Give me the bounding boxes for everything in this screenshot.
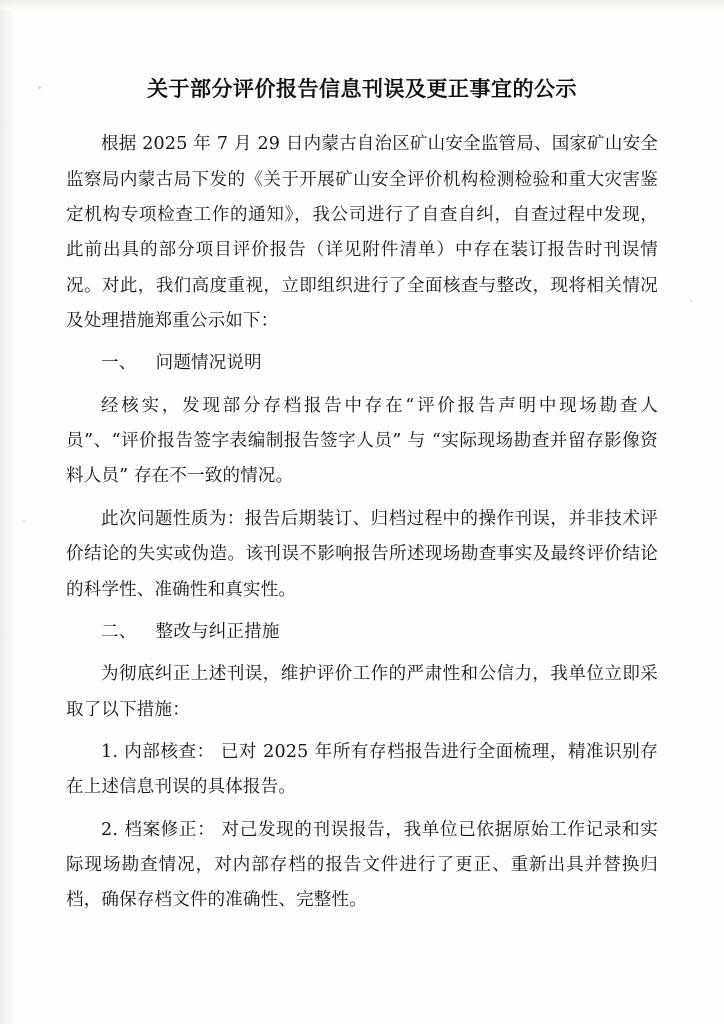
scan-speck bbox=[38, 86, 41, 89]
scan-edge-left bbox=[0, 0, 14, 1024]
paragraph-1-2: 此次问题性质为：报告后期装订、归档过程中的操作刊误，并非技术评价结论的失实或伪造。该刊误不影响报告所述现场勘查事实及最终评价结论的科学性、准确性和真实性。 bbox=[66, 508, 658, 600]
section-heading-1 bbox=[66, 346, 658, 381]
section-number-2: 二、 bbox=[101, 621, 137, 642]
list-item-lead: 2. 档案修正： bbox=[101, 819, 216, 840]
section-title-1: 问题情况说明 bbox=[155, 353, 262, 374]
scan-edge-top bbox=[0, 0, 724, 10]
page-title: 关于部分评价报告信息刊误及更正事宜的公示 bbox=[147, 76, 577, 101]
scan-speck bbox=[23, 520, 25, 522]
list-item-lead: 1. 内部核查： bbox=[101, 741, 215, 762]
list-item-text: 对己发现的刊误报告，我单位已依据原始工作记录和实际现场勘查情况，对内部存档的报告文件进行了更正、重新出具并替换归档，确保存档文件的准确性、完整性。 bbox=[66, 819, 658, 911]
list-item bbox=[66, 813, 658, 919]
section-number-1: 一、 bbox=[101, 353, 137, 374]
section-title-2: 整改与纠正措施 bbox=[155, 621, 280, 642]
paragraph-2-1: 为彻底纠正上述刊误，维护评价工作的严肃性和公信力，我单位立即采取了以下措施： bbox=[66, 664, 658, 720]
list-item bbox=[66, 735, 658, 806]
paragraph-1-1: 经核实，发现部分存档报告中存在“评价报告声明中现场勘查人员”、“评价报告签字表编制报告签字人员” 与 “实际现场勘查并留存影像资料人员” 存在不一致的情况。 bbox=[66, 395, 658, 487]
list-item-text: 已对 2025 年所有存档报告进行全面梳理，精准识别存在上述信息刊误的具体报告。 bbox=[66, 741, 659, 798]
scan-speck bbox=[690, 300, 692, 302]
paragraph-intro: 根据 2025 年 7 月 29 日内蒙古自治区矿山安全监管局、国家矿山安全监察局内蒙古局下发的《关于开展矿山安全评价机构检测检验和重大灾害鉴定机构专项检查工作的通知》，我公司进行了自查自纠，自查过程中发现，此前出具的部分项目评价报告（详见附件清单）中存在装订报告时刊误情况。对此，我们高度重视，立即组织进行了全面核查与整改，现将相关情况及处理措施郑重公示如下： bbox=[66, 134, 658, 332]
section-heading-2 bbox=[66, 615, 658, 650]
